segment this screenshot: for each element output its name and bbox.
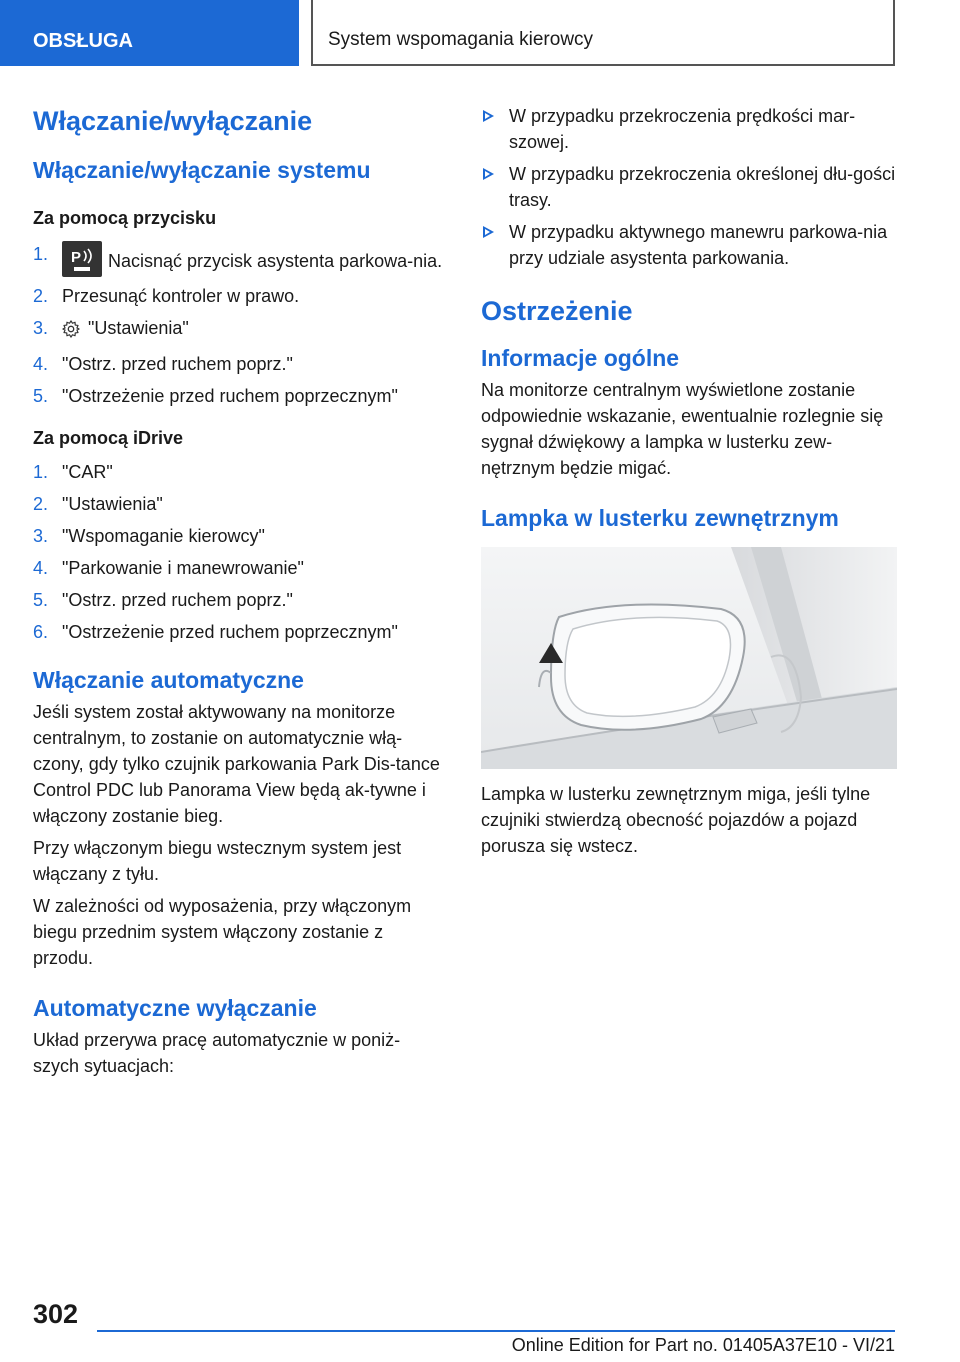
step-text: "Ustawienia" bbox=[88, 318, 189, 338]
step-text: "Ostrz. przed ruchem poprz." bbox=[62, 590, 293, 610]
list-item bbox=[481, 219, 897, 271]
list-item bbox=[33, 283, 443, 309]
heading-auto-off: Automatyczne wyłączanie bbox=[33, 995, 317, 1021]
step-text: Nacisnąć przycisk asystenta parkowa-nia. bbox=[108, 251, 443, 271]
list-item bbox=[33, 383, 443, 409]
auto-off-conditions-list bbox=[481, 103, 897, 271]
svg-text:P: P bbox=[71, 249, 82, 266]
list-item bbox=[33, 459, 443, 485]
step-text: "Ostrzeżenie przed ruchem poprzecznym" bbox=[62, 622, 398, 642]
step-text: Przesunąć kontroler w prawo. bbox=[62, 286, 300, 306]
paragraph: Przy włączonym biegu wstecznym system jest włączany z tyłu. bbox=[33, 838, 402, 884]
list-item bbox=[481, 161, 897, 213]
step-number: 2. bbox=[33, 286, 49, 306]
paragraph: Na monitorze centralnym wyświetlone zostanie odpowiednie wskazanie, ewentualnie rozlegnie się sygnał dźwiękowy a lampka w lusterku zew-nętrznym będzie migać. bbox=[481, 380, 884, 478]
list-item bbox=[33, 587, 443, 613]
step-text: "Parkowanie i manewrowanie" bbox=[62, 558, 304, 578]
step-text: "Ostrz. przed ruchem poprz." bbox=[62, 354, 293, 374]
bullet-text: W przypadku aktywnego manewru parkowa-nia przy udziale asystenta parkowania. bbox=[509, 222, 888, 268]
bullet-text: W przypadku przekroczenia prędkości mar-szowej. bbox=[509, 106, 856, 152]
list-item bbox=[33, 491, 443, 517]
mirror-illustration bbox=[481, 547, 897, 769]
step-number: 3. bbox=[33, 526, 49, 546]
list-item bbox=[33, 523, 443, 549]
right-column bbox=[481, 100, 897, 859]
step-number: 3. bbox=[33, 318, 49, 338]
step-number: 5. bbox=[33, 590, 49, 610]
heading-mirror-lamp: Lampka w lusterku zewnętrznym bbox=[481, 505, 839, 531]
chapter-title: System wspomagania kierowcy bbox=[311, 0, 895, 66]
list-item bbox=[33, 351, 443, 377]
triangle-bullet-icon bbox=[483, 110, 494, 122]
list-item bbox=[481, 103, 897, 155]
heading-on-off: Włączanie/wyłączanie bbox=[33, 106, 313, 136]
figure-caption: Lampka w lusterku zewnętrznym miga, jeśli tylne czujniki stwierdzą obecność pojazdów a pojazd porusza się wstecz. bbox=[481, 784, 871, 856]
heading-by-idrive: Za pomocą iDrive bbox=[33, 428, 184, 448]
step-number: 4. bbox=[33, 354, 49, 374]
list-item bbox=[33, 241, 443, 277]
step-text: "Wspomaganie kierowcy" bbox=[62, 526, 265, 546]
button-steps-list bbox=[33, 241, 443, 409]
gear-icon bbox=[62, 319, 80, 345]
list-item bbox=[33, 555, 443, 581]
step-number: 1. bbox=[33, 462, 49, 482]
edition-info: Online Edition for Part no. 01405A37E10 - VI/21 bbox=[511, 1335, 895, 1355]
step-number: 2. bbox=[33, 494, 49, 514]
heading-warning: Ostrzeżenie bbox=[481, 296, 633, 326]
page-header bbox=[0, 0, 960, 66]
section-tab: OBSŁUGA bbox=[0, 0, 299, 66]
heading-auto-on: Włączanie automatyczne bbox=[33, 667, 304, 693]
heading-by-button: Za pomocą przycisku bbox=[33, 208, 217, 228]
page-number: 302 bbox=[33, 1299, 79, 1329]
step-number: 6. bbox=[33, 622, 49, 642]
idrive-steps-list bbox=[33, 459, 443, 645]
parking-assist-button-icon bbox=[62, 241, 102, 277]
step-text: "Ustawienia" bbox=[62, 494, 163, 514]
heading-on-off-system: Włączanie/wyłączanie systemu bbox=[33, 157, 371, 183]
paragraph: W zależności od wyposażenia, przy włączonym biegu przednim system włączony zostanie z przodu. bbox=[33, 896, 412, 968]
step-text: "Ostrzeżenie przed ruchem poprzecznym" bbox=[62, 386, 398, 406]
bullet-text: W przypadku przekroczenia określonej dłu-gości trasy. bbox=[509, 164, 896, 210]
list-item bbox=[33, 619, 443, 645]
step-number: 5. bbox=[33, 386, 49, 406]
footer-divider bbox=[97, 1330, 895, 1332]
paragraph: Jeśli system został aktywowany na monitorze centralnym, to zostanie on automatycznie włą-czony, gdy tylko czujnik parkowania Park Dis-tance Control PDC lub Panorama View będą ak-tywne i włączony zostanie bieg. bbox=[33, 702, 440, 826]
step-number: 4. bbox=[33, 558, 49, 578]
heading-general-info: Informacje ogólne bbox=[481, 345, 680, 371]
triangle-bullet-icon bbox=[483, 168, 494, 180]
step-number: 1. bbox=[33, 244, 49, 264]
paragraph: Układ przerywa pracę automatycznie w poniż-szych sytuacjach: bbox=[33, 1030, 401, 1076]
step-text: "CAR" bbox=[62, 462, 113, 482]
list-item bbox=[33, 315, 443, 345]
left-column bbox=[33, 100, 443, 1079]
triangle-bullet-icon bbox=[483, 226, 494, 238]
